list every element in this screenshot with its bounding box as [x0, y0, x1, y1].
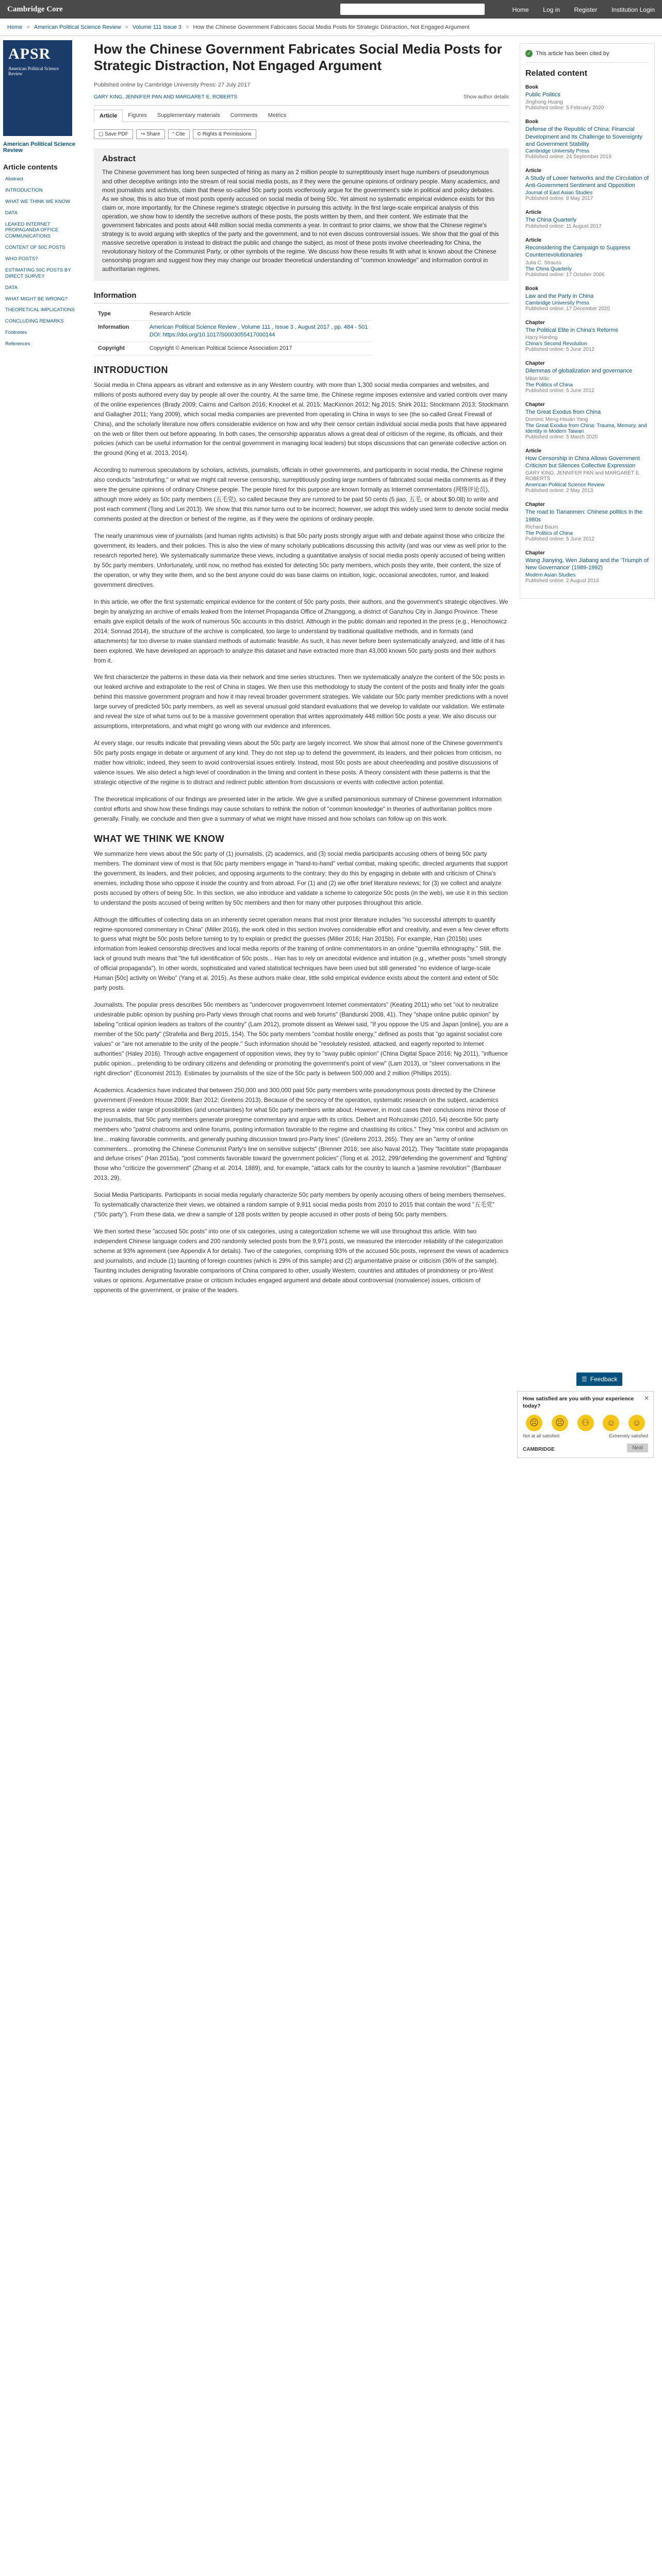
related-item-type: Book [525, 285, 538, 292]
related-item-title[interactable]: The Political Elite in China's Reforms [525, 327, 619, 333]
cited-by-link[interactable]: ✓ This article has been cited by [525, 50, 649, 63]
share-icon: ↪ [140, 131, 146, 138]
paragraph: Social media in China appears as vibrant and extensive as in any Western country, with more than 1,300 social media companies and websites, and millions of posts authored every day by people all over the country. At the same time, the Chinese regime imposes extensive and varied controls over many of the online experiences (Brady 2009; Cairns and Carlson 2016; Knockel et al. 2015; MacKinnon 2012; Ng 2015; Shirk 2011; Stockmann 2013; Stockmann and Gallagher 2011; Yang 2009), which social media companies are prevented from operating in China in ways to see (the so-called Great Firewall of China), and the scholarly literature now offers considerable evidence on how and why their censor certain individual social media posts that have appeared on the web or filter them out before appearing. In both cases, the censorship apparatus allows a great deal of criticism of the regime, its officials, and their policies (which can be useful information for the central government in managing local leaders) but stops discussions that can generate collective action on the ground (King et al. 2013, 2014). [94, 381, 509, 457]
related-item-type: Article [525, 238, 542, 244]
section-heading-introduction: INTRODUCTION [94, 364, 168, 375]
related-item-type: Chapter [525, 361, 545, 367]
scale-left-label: Not at all satisfied [523, 1433, 560, 1439]
related-item-type: Chapter [525, 502, 545, 508]
next-button[interactable]: Next [627, 1444, 648, 1452]
related-item-type: Book [525, 84, 538, 90]
article-main [94, 41, 509, 1296]
related-item-title[interactable]: The Great Exodus from China [525, 409, 601, 415]
journal-volume-link[interactable]: American Political Science Review , Volume 111 , Issue 3 , August 2017 , pp. 484 - 501 [150, 324, 368, 331]
unhappy-face-icon[interactable]: ☹ [552, 1415, 568, 1431]
info-value: Research Article [145, 308, 372, 320]
search-input[interactable] [340, 4, 485, 15]
related-item-date: Published online: 5 March 2020 [525, 434, 598, 440]
related-item-title[interactable]: The road to Tiananmen: Chinese politics in the 1980s [525, 509, 642, 523]
related-item-date: Published online: 5 June 2012 [525, 347, 594, 353]
top-bar [0, 0, 662, 19]
cambridge-logo: CAMBRIDGE [523, 1447, 555, 1452]
contents-item[interactable]: Abstract [5, 176, 23, 182]
related-item-title[interactable]: Public Politics [525, 92, 560, 98]
related-item-date: Published online: 2 May 2013 [525, 488, 593, 494]
related-item-journal[interactable]: Cambridge University Press [525, 148, 589, 155]
related-item-title[interactable]: Law and the Party in China [525, 293, 594, 299]
related-content-list [525, 84, 649, 584]
related-item-journal[interactable]: Cambridge University Press [525, 300, 589, 306]
contents-item[interactable]: References [5, 341, 30, 347]
related-item-title[interactable]: Defense of the Republic of China: Financial Development and Its Challenge to Sovereignty and Government Stability [525, 126, 642, 147]
paragraph: We first characterize the patterns in these data via their network and time series structures. Then we systematically analyze the content of the 50c posts in our leaked archive and extrapolate to the rest of China in stages. We then use this methodology to study the content of the posts and finally infer the goals behind this massive government program and how it may reveal broader government strategies. We validate our 50c party member predictions with a novel large survey of predicted 50c party members, as well as several unusual gold standard evaluations that we develop to validate our validation. We estimate and reveal the size of what turns out to be a massive government operation that writes approximately 448 million 50c posts a year. We also discuss our assumptions, interpretations, and what might go wrong with our evidence and inferences. [94, 674, 508, 730]
contents-item[interactable]: CONCLUDING REMARKS [5, 318, 64, 325]
related-item-date: Published online: 17 December 2020 [525, 306, 610, 312]
related-item-title[interactable]: How Censorship in China Allows Government Criticism but Silences Collective Expression [525, 455, 640, 469]
abstract-box [94, 148, 509, 281]
related-item-date: Published online: 5 February 2020 [525, 105, 604, 111]
related-item-title[interactable]: The China Quarterly [525, 216, 577, 223]
related-item-journal[interactable]: The Great Exodus from China: Trauma, Memory, and Identity in Modern Taiwan [525, 422, 647, 434]
doi-link[interactable]: DOI: https://doi.org/10.1017/S0003055417000144 [150, 332, 275, 338]
show-author-details-link[interactable]: Show author details [464, 94, 509, 100]
contents-item[interactable]: WHAT MIGHT BE WRONG? [5, 296, 68, 302]
breadcrumb-current: How the Chinese Government Fabricates Social Media Posts for Strategic Distraction, Not Engaged Argument [193, 24, 470, 30]
related-item-journal[interactable]: The Politics of China [525, 531, 573, 537]
tab-supplementary[interactable]: Supplementary materials [157, 112, 220, 119]
paragraph: Although the difficulties of collecting data on an inherently secret operation means that most prior literature includes "no successful attempts to quantify regime-sponsored commentary in China" (Miller 2016), the work cited in this section involves considerable effort and creativity, and even a few clever efforts to guess what might be 50c posts before turning to try to explain or predict the guesses (Miller 2016; Han 2015b). For example, Han (2015b) uses information from leaked censorship directives and local media reports of the training of online commentators in an online "guerrilla ethnography." Still, the lack of ground truth means that "the full identification of 50c posts... Han has to rely on anecdotal evidence and intuition (e.g., whether posts "smell strongly of official propaganda"). In other words, sophisticated and varied statistical techniques have been used but still generated "no evidence of large-scale Human [50c] activity on Weibo" (Yang et al. 2015). As these authors make clear, little solid empirical evidence exists about the content and extent of 50c party posts. [94, 916, 509, 992]
top-links [500, 6, 655, 13]
information-table [94, 308, 372, 355]
feedback-button[interactable]: ☰ Feedback [576, 1372, 622, 1386]
neutral-face-icon[interactable]: ⚇ [577, 1415, 594, 1431]
related-item-author: Julia C. Strauss [525, 260, 562, 266]
related-item-title[interactable]: Wang Jianying, Wen Jiabang and the 'Triumph of New Governance' (1989-1992) [525, 557, 649, 571]
tab-comments[interactable]: Comments [230, 112, 258, 119]
related-item [525, 402, 649, 440]
journal-cover[interactable] [3, 40, 72, 136]
paragraph: We summarize here views about the 50c party of (1) journalists, (2) academics, and (3) social media participants accusing others of being 50c party members. The dominant view of most is that 50c party members engage in "hand-to-hand" verbal combat, making specific, directed arguments that support the government, its leaders, and their policies, and opposing arguments to the contrary; they do this by engaging in debate with and criticism of China's enemies, including those who oppose it inside the country and from abroad. For (1) and (2) we offer brief literature reviews; for (3) we collect and analyze posts accused by others of being 50c. In this section, we also introduce and validate a scheme to categorize 50c posts (in the web), we use it in this section to understand the posts accused of being written by 50c members and then for many other purposes throughout this article. [94, 850, 508, 906]
related-content-panel [520, 43, 655, 599]
contents-item[interactable]: WHAT WE THINK WE KNOW [5, 198, 71, 205]
rating-faces [523, 1415, 648, 1431]
contents-item[interactable]: CONTENT OF 50C POSTS [5, 245, 65, 251]
paragraph: Social Media Participants. Participants in social media regularly characterize 50c party members by openly accusing others of being members themselves. To systematically characterize their views, we obtained a random sample of 9,911 social media posts from 2010 to 2015 that contain the word "五毛党" ("50c party"). From these data, we drew a sample of 128 posts written by people accused in other posts of being 50c party members. [94, 1192, 506, 1218]
related-item-type: Chapter [525, 319, 545, 326]
related-item-date: Published online: 17 October 2006 [525, 272, 605, 278]
paragraph: Academics. Academics have indicated that between 250,000 and 300,000 paid 50c party members write pseudonymous posts directed by the Chinese government (Freedom House 2009; Barr 2012; Greitens 2013). Because of the secrecy of the operation, systematic research on the subject, academics express a wider range of possibilities (and uncertainties) for what 50c party members write about. However, in most cases their conclusions mirror those of the journalists, that 50c party members generate proregime commentary and argue with its critics. Deibert and Rohozinski (2010, 54) describe 50c party members who "patrol chatrooms and online forums, posting information favorable to the regime and chastising its critics." They "mix control and activism on line... making favorable comments, and generally pushing discussion toward pro-Party lines" (Greitens 2013, 265). They are an "army of online commenters... promoting the Chinese Communist Party's line on sensitive subjects" (Brenner 2016; see also Naval 2012). They "facilitate state propaganda and defuse crises" (Han 2015a), "post comments favorable toward the government policies" (Tong et al. 2012, 299/'defending the government' and 'fighting' those who "criticize the government" (Zhang et al. 2014, 1889), and, for example, "attack calls for the country to launch a 'jasmine revolution'" (Bambauer 2013, 29). [94, 1087, 508, 1182]
related-item [525, 550, 649, 584]
pdf-icon: ▢ [98, 131, 105, 138]
contents-item[interactable]: INTRODUCTION [5, 187, 43, 193]
paragraph: The nearly unanimous view of journalists (and human rights activists) is that 50c party posts strongly argue with and debate against those who criticize the government, its leaders, and their policies. This is also the view of many scholarly publications discussing this activity (and was our view as well prior to the research reported here). We systematically summarize these views, including a quantitative analysis of social media posts openly accused of being written by 50c party members. Unfortunately, until now, no method has existed for detecting 50c party members, which posts they write, their content, the size of the operation, or why they write them, and so the best anyone could do was base claims on intuition, logic, occasional anecdotes, rumor, and leaked government directives. [94, 533, 506, 588]
related-item [525, 84, 649, 111]
info-value [145, 321, 372, 342]
institution-login-link[interactable]: Institution Login [611, 6, 655, 13]
scale-right-label: Extremely satisfied [609, 1433, 648, 1439]
contents-item[interactable]: THEORETICAL IMPLICATIONS [5, 307, 75, 313]
paragraph: At every stage, our results indicate that prevailing views about the 50c party are largely incorrect. We show that almost none of the Chinese government's 50c party posts engage in debate or argument of any kind. They do not step up to defend the government, its leaders, and their policies from criticism, no matter how vitriolic; indeed, they seem to avoid controversial issues entirely. Instead, most 50c posts are about cheerleading and positive discussions of valence issues. We also detect a high level of coordination in the timing and content in these posts. A theory consistent with these patterns is that the strategic objective of the regime is to distract and redirect public attention from discussions or events with collective action potential. [94, 740, 503, 786]
related-item-date: Published online: 5 June 2012 [525, 536, 594, 543]
register-link[interactable]: Register [574, 6, 598, 13]
related-item-type: Article [525, 448, 542, 454]
login-link[interactable]: Log in [543, 6, 560, 13]
abstract-heading: Abstract [102, 155, 136, 164]
table-row [94, 308, 372, 320]
happy-face-icon[interactable]: ☺ [603, 1415, 619, 1431]
related-item-type: Chapter [525, 401, 545, 408]
paragraph: According to numerous speculations by scholars, activists, journalists, officials in other governments, and participants in social media, the Chinese regime also conducts "astroturfing," or what we might call reverse censorship, surreptitiously posting large numbers of fabricated social media comments as if they were the genuine opinions of ordinary Chinese people. The people hired for this purpose are known formally as Internet commentators (网络评论员), although more widely as 50c party members (五毛党), so called because they are rumored to be paid 50 cents (5 jiao, 五毛, or about $0.08) to write and post each comment (Tong and Lei 2013). We show that this rumor turns out to be incorrect; however, we adopt this widely used term to denote social media comments posted at the direction or behest of the regime, as if they were the opinions of ordinary people. [94, 467, 509, 523]
article-tabs [94, 110, 509, 122]
authors[interactable]: GARY KING, JENNIFER PAN AND MARGARET E. ROBERTS [94, 94, 238, 100]
related-item-date: Published online: 2 August 2016 [525, 578, 599, 584]
section-heading-what-we-think-we-know: WHAT WE THINK WE KNOW [94, 833, 225, 844]
related-item-type: Book [525, 119, 538, 125]
paragraph: Journalists. The popular press describes 50c members as "undercover progovernment Internet commentators" (Keating 2011) who set "out to neutralize undesirable public opinion by pushing pro-Party views through chat rooms and web forums" (Bandurski 2008, 41). They "shape online public opinion" by labeling "critical opinion leaders as traitors of the country" (Lam 2012), promote dissent as Weiwei said, "If you oppose the US and Japan [online], you are a member of the 50c party" (Strafella and Berg 2015, 154). The 50c party members "combat hostile energy," defined as posts that "go against socialist core values" or "are not amenable to the unity of the people." Such information should be "resolutely resisted, attacked, and eagerly reported to Internet authorities" (Haley 2016). Through active engagement of opposition views, they try to "sway public opinion" (China Digital Space 2016; Ng 2011), "influence public opinion... pretending to be ordinary citizens and defending or promoting the government's point of view" (Lam 2013), or "steer conversations in the right direction" (Economist 2013). Estimates by journalists of the size of the 50c party is between 500,000 and 2 million (Phillips 2015). [94, 1002, 508, 1077]
breadcrumb-issue[interactable]: Volume 111 Issue 3 [132, 24, 181, 30]
table-row [94, 321, 372, 342]
related-item-author: Dominic Meng-Hsuan Yang [525, 416, 588, 422]
related-item-journal[interactable]: Modern Asian Studies [525, 572, 576, 578]
related-item-journal[interactable]: Journal of East Asian Studies [525, 190, 593, 196]
breadcrumb-journal[interactable]: American Political Science Review [34, 24, 121, 30]
related-item [525, 119, 649, 160]
related-item-type: Article [525, 168, 542, 174]
information-heading: Information [94, 291, 509, 303]
cambridge-core-logo[interactable]: Cambridge Core [7, 5, 63, 13]
authors-row [94, 94, 509, 100]
very-happy-face-icon[interactable]: ☺ [628, 1415, 645, 1431]
related-item-author: Milan Milic [525, 376, 550, 382]
related-item [525, 448, 649, 494]
right-sidebar [520, 43, 655, 599]
paragraph: We then sorted these "accused 50c posts" into one of six categories, using a categorization scheme we will use throughout this article. With two independent Chinese language coders and 200 randomly selected posts from the 9,971 posts, we measured the intercoder reliability of the categorization scheme at 93% agreement (see Appendix A for details). Two of the categories, comprising 93% of the accused 50c posts, represent the views of academics and journalists, and include (1) taunting of foreign countries (which is 29% of this sample) and (2) argumentative praise or criticism (36% of the sample). Taunting includes denigrating favorable comparisons of China compared to other, usually Western, countries and attitudes of proindonesy or pro-West values or opinions. Argumentative praise or criticism includes engaged argument and debate about controversial (nonvalence) issues, criticism of opponents of the government, or praise of the leaders. [94, 1228, 509, 1294]
breadcrumb: Home > American Political Science Review > Volume 111 Issue 3 > How the Chinese Government Fabricates Social Media Posts for Strategic Distraction, Not Engaged Argument [0, 19, 662, 36]
share-button[interactable]: ↪ Share [136, 129, 165, 139]
related-item-type: Article [525, 209, 542, 215]
tab-figures[interactable]: Figures [128, 112, 147, 119]
feedback-icon: ☰ [582, 1376, 587, 1383]
article-contents-list [3, 176, 81, 347]
contents-item[interactable]: Footnotes [5, 330, 27, 336]
related-item-author: GARY KING, JENNIFER PAN and MARGARET E. ROBERTS [525, 470, 641, 482]
related-item [525, 238, 649, 278]
related-item-journal[interactable]: China's Second Revolution [525, 341, 587, 347]
cite-button[interactable]: “ Cite [168, 129, 190, 139]
breadcrumb-home[interactable]: Home [7, 24, 23, 30]
related-item-journal[interactable]: The Politics of China [525, 382, 573, 388]
contents-item[interactable]: DATA [5, 210, 18, 216]
rights-permissions-button[interactable]: © Rights & Permissions [193, 129, 256, 139]
cover-subtitle: American Political Science Review [8, 66, 59, 76]
tab-article[interactable]: Article [94, 110, 123, 122]
table-row [94, 342, 372, 355]
article-contents-title: Article contents [3, 163, 58, 171]
related-item [525, 320, 649, 352]
related-item-date: Published online: 8 May 2017 [525, 195, 593, 201]
related-item-journal[interactable]: The China Quarterly [525, 266, 572, 272]
cover-title: APSR [8, 45, 51, 62]
abstract-text: The Chinese government has long been suspected of hiring as many as 2 million people to surreptitiously insert huge numbers of pseudonymous and other deceptive writings into the stream of real social media posts, as if they were the genuine opinions of ordinary people. Many academics, and most journalists and activists, claim that these so-called 50c party posts vociferously argue for the government's side in political and policy debates. As we show, this is also true of most posts openly accused on social media of being 50c. Yet almost no systematic empirical evidence exists for this claim or, more importantly, for the Chinese regime's strategic objective in pursuing this activity. In the first large-scale empirical analysis of this operation, we show how to identify the secretive authors of these posts, the posts written by them, and their content. We estimate that the government fabricates and posts about 448 million social media comments a year. In contrast to prior claims, we show that the Chinese regime's strategy is to avoid arguing with skeptics of the party and the government, and to not even discuss controversial issues. We show that the goal of this massive secretive operation is instead to distract the public and change the subject, as most of these posts involve cheerleading for China, the revolutionary history of the Communist Party, or other symbols of the regime. We discuss how these results fit with what is known about the Chinese censorship program and suggest how they may change our broader theoretical understanding of "common knowledge" and information control in authoritarian regimes. [102, 169, 500, 273]
check-icon: ✓ [525, 50, 533, 57]
info-key: Information [94, 321, 145, 342]
rating-scale [523, 1433, 648, 1438]
related-item [525, 286, 649, 312]
info-value: Copyright © American Political Science Association 2017 [145, 342, 372, 355]
info-key: Copyright [94, 342, 145, 355]
related-item-date: Published online: 11 August 2017 [525, 224, 602, 230]
survey-question: How satisfied are you with your experience today? [523, 1396, 634, 1409]
related-item [525, 361, 649, 393]
article-title: How the Chinese Government Fabricates Social Media Posts for Strategic Distraction, Not Engaged Argument [94, 41, 502, 73]
related-item-date: Published online: 5 June 2012 [525, 387, 594, 394]
contents-item[interactable]: LEAKED INTERNET PROPAGANDA OFFICE COMMUNICATIONS [5, 221, 59, 240]
related-item-title[interactable]: A Study of Lower Networks and the Circulation of Anti-Government Sentiment and Opposition [525, 175, 649, 189]
home-link[interactable]: Home [512, 6, 529, 13]
related-item-type: Chapter [525, 550, 545, 556]
copyright-icon: © [197, 131, 203, 138]
contents-item[interactable]: DATA [5, 284, 18, 291]
contents-item[interactable]: WHO POSTS? [5, 256, 38, 262]
close-icon[interactable]: ✕ [643, 1395, 649, 1402]
info-key: Type [94, 308, 145, 320]
related-item-date: Published online: 24 September 2019 [525, 154, 611, 160]
related-item-journal[interactable]: American Political Science Review [525, 482, 605, 488]
save-pdf-button[interactable]: ▢ Save PDF [94, 129, 133, 139]
article-actions [94, 129, 509, 139]
journal-name-link[interactable]: American Political Science Review [3, 141, 76, 154]
contents-item[interactable]: ESTIMATING 50C POSTS BY DIRECT SURVEY [5, 267, 71, 279]
satisfaction-survey [517, 1391, 654, 1458]
related-item-title[interactable]: Dilemmas of globalization and governance [525, 368, 633, 375]
related-item-author: Richard Baum [525, 524, 558, 531]
related-item [525, 168, 649, 201]
paragraph: The theoretical implications of our findings are presented later in the article. We give a unified parsimonious summary of Chinese government information control efforts and show how these findings may cause scholars to rethink the notion of "common knowledge" in theories of authoritarian politics more generally. Finally, we conclude and then give a summary of what we might have missed and how scholars can follow up on this work. [94, 795, 502, 822]
related-item-title[interactable]: Reconsidering the Campaign to Suppress Counterrevolutionaries [525, 245, 631, 259]
related-content-title: Related content [525, 69, 588, 78]
related-item [525, 502, 649, 542]
left-sidebar [3, 40, 81, 352]
tab-metrics[interactable]: Metrics [268, 112, 287, 119]
quote-icon: “ [172, 131, 176, 138]
related-item [525, 210, 649, 229]
related-item-author: Harry Harding [525, 335, 558, 341]
related-item-author: Jinghong Huang [525, 99, 563, 106]
published-date: Published online by Cambridge University Press: 27 July 2017 [94, 82, 251, 89]
paragraph: In this article, we offer the first systematic empirical evidence for the content of 50c party posts, their authors, and the government's strategic objectives. We begin by analyzing an archive of emails leaked from the Internet Propaganda Office of Zhanggong, a district of Ganzhou City in Jiangxi Province. These emails give explicit details of the work of numerous 50c accounts in this district. Although in the public domain and reported in the press (e.g., Henochowicz 2014; Sonnad 2014), the structure of the archive is complicated, too large to understand by traditional qualitative methods, and in formats (and attachments) far too diverse to make standard methods of automatic feasible. As such, it has never before been systematically analyzed, and little of it has been explored. We have developed an approach to analyze this dataset and have extracted more than 43,000 known 50c party posts and their authors from it. [94, 598, 508, 664]
very-unhappy-face-icon[interactable]: ☹ [526, 1415, 542, 1431]
